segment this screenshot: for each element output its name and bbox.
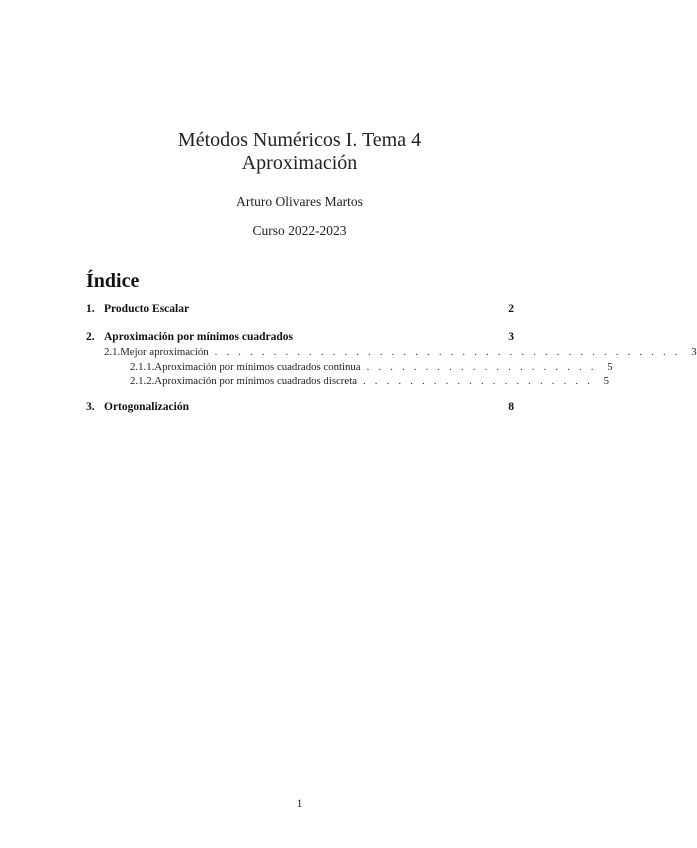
toc-entry-title: Aproximación por mínimos cuadrados xyxy=(104,331,294,343)
title-line-1: Métodos Numéricos I. Tema 4 xyxy=(177,129,422,151)
toc-entry-number: 2.1.2. xyxy=(130,375,155,387)
toc-entry-number: 1. xyxy=(86,303,95,315)
title-line-2: Aproximación xyxy=(241,152,358,174)
page-number: 1 xyxy=(296,796,303,810)
toc-entry-mejor-aproximacion[interactable] xyxy=(104,346,697,358)
toc-entry-title: Ortogonalización xyxy=(104,401,189,413)
document-title xyxy=(0,129,599,175)
toc-entry-page: 3 xyxy=(691,346,697,358)
toc-entry-title: Mejor aproximación xyxy=(120,346,209,358)
toc-dot-leader: . . . . . . . . . . . . . . . . . . . . xyxy=(366,361,597,373)
toc-entry-title: Aproximación por mínimos cuadrados discreta xyxy=(154,375,357,387)
toc-entry-page: 5 xyxy=(603,375,610,387)
toc-entry-ortogonalizacion[interactable] xyxy=(86,401,514,413)
toc-entry-page: 3 xyxy=(508,331,514,343)
toc-entry-number: 2. xyxy=(86,331,95,343)
toc-entry-number: 2.1.1. xyxy=(130,361,155,373)
toc-entry-minimos-cuadrados-continua[interactable] xyxy=(130,361,613,373)
toc-entry-number: 2.1. xyxy=(104,346,121,358)
toc-entry-producto-escalar[interactable] xyxy=(86,303,514,315)
toc-entry-aproximacion[interactable] xyxy=(86,331,514,343)
toc-entry-page: 2 xyxy=(508,303,514,315)
author: Arturo Olivares Martos xyxy=(236,194,363,209)
toc-entry-title: Aproximación por mínimos cuadrados continua xyxy=(154,361,361,373)
toc-entry-page: 8 xyxy=(508,401,514,413)
toc-dot-leader: . . . . . . . . . . . . . . . . . . . . . . . . . . . . . . . . . . . . . . . . xyxy=(214,346,681,358)
toc-entry-page: 5 xyxy=(607,361,613,373)
toc-entry-title: Producto Escalar xyxy=(104,303,190,315)
date: Curso 2022-2023 xyxy=(252,223,347,238)
toc-entry-minimos-cuadrados-discreta[interactable] xyxy=(130,375,610,387)
toc-dot-leader: . . . . . . . . . . . . . . . . . . . . xyxy=(363,375,594,387)
toc-heading: Índice xyxy=(86,270,140,292)
toc-entry-number: 3. xyxy=(86,401,95,413)
